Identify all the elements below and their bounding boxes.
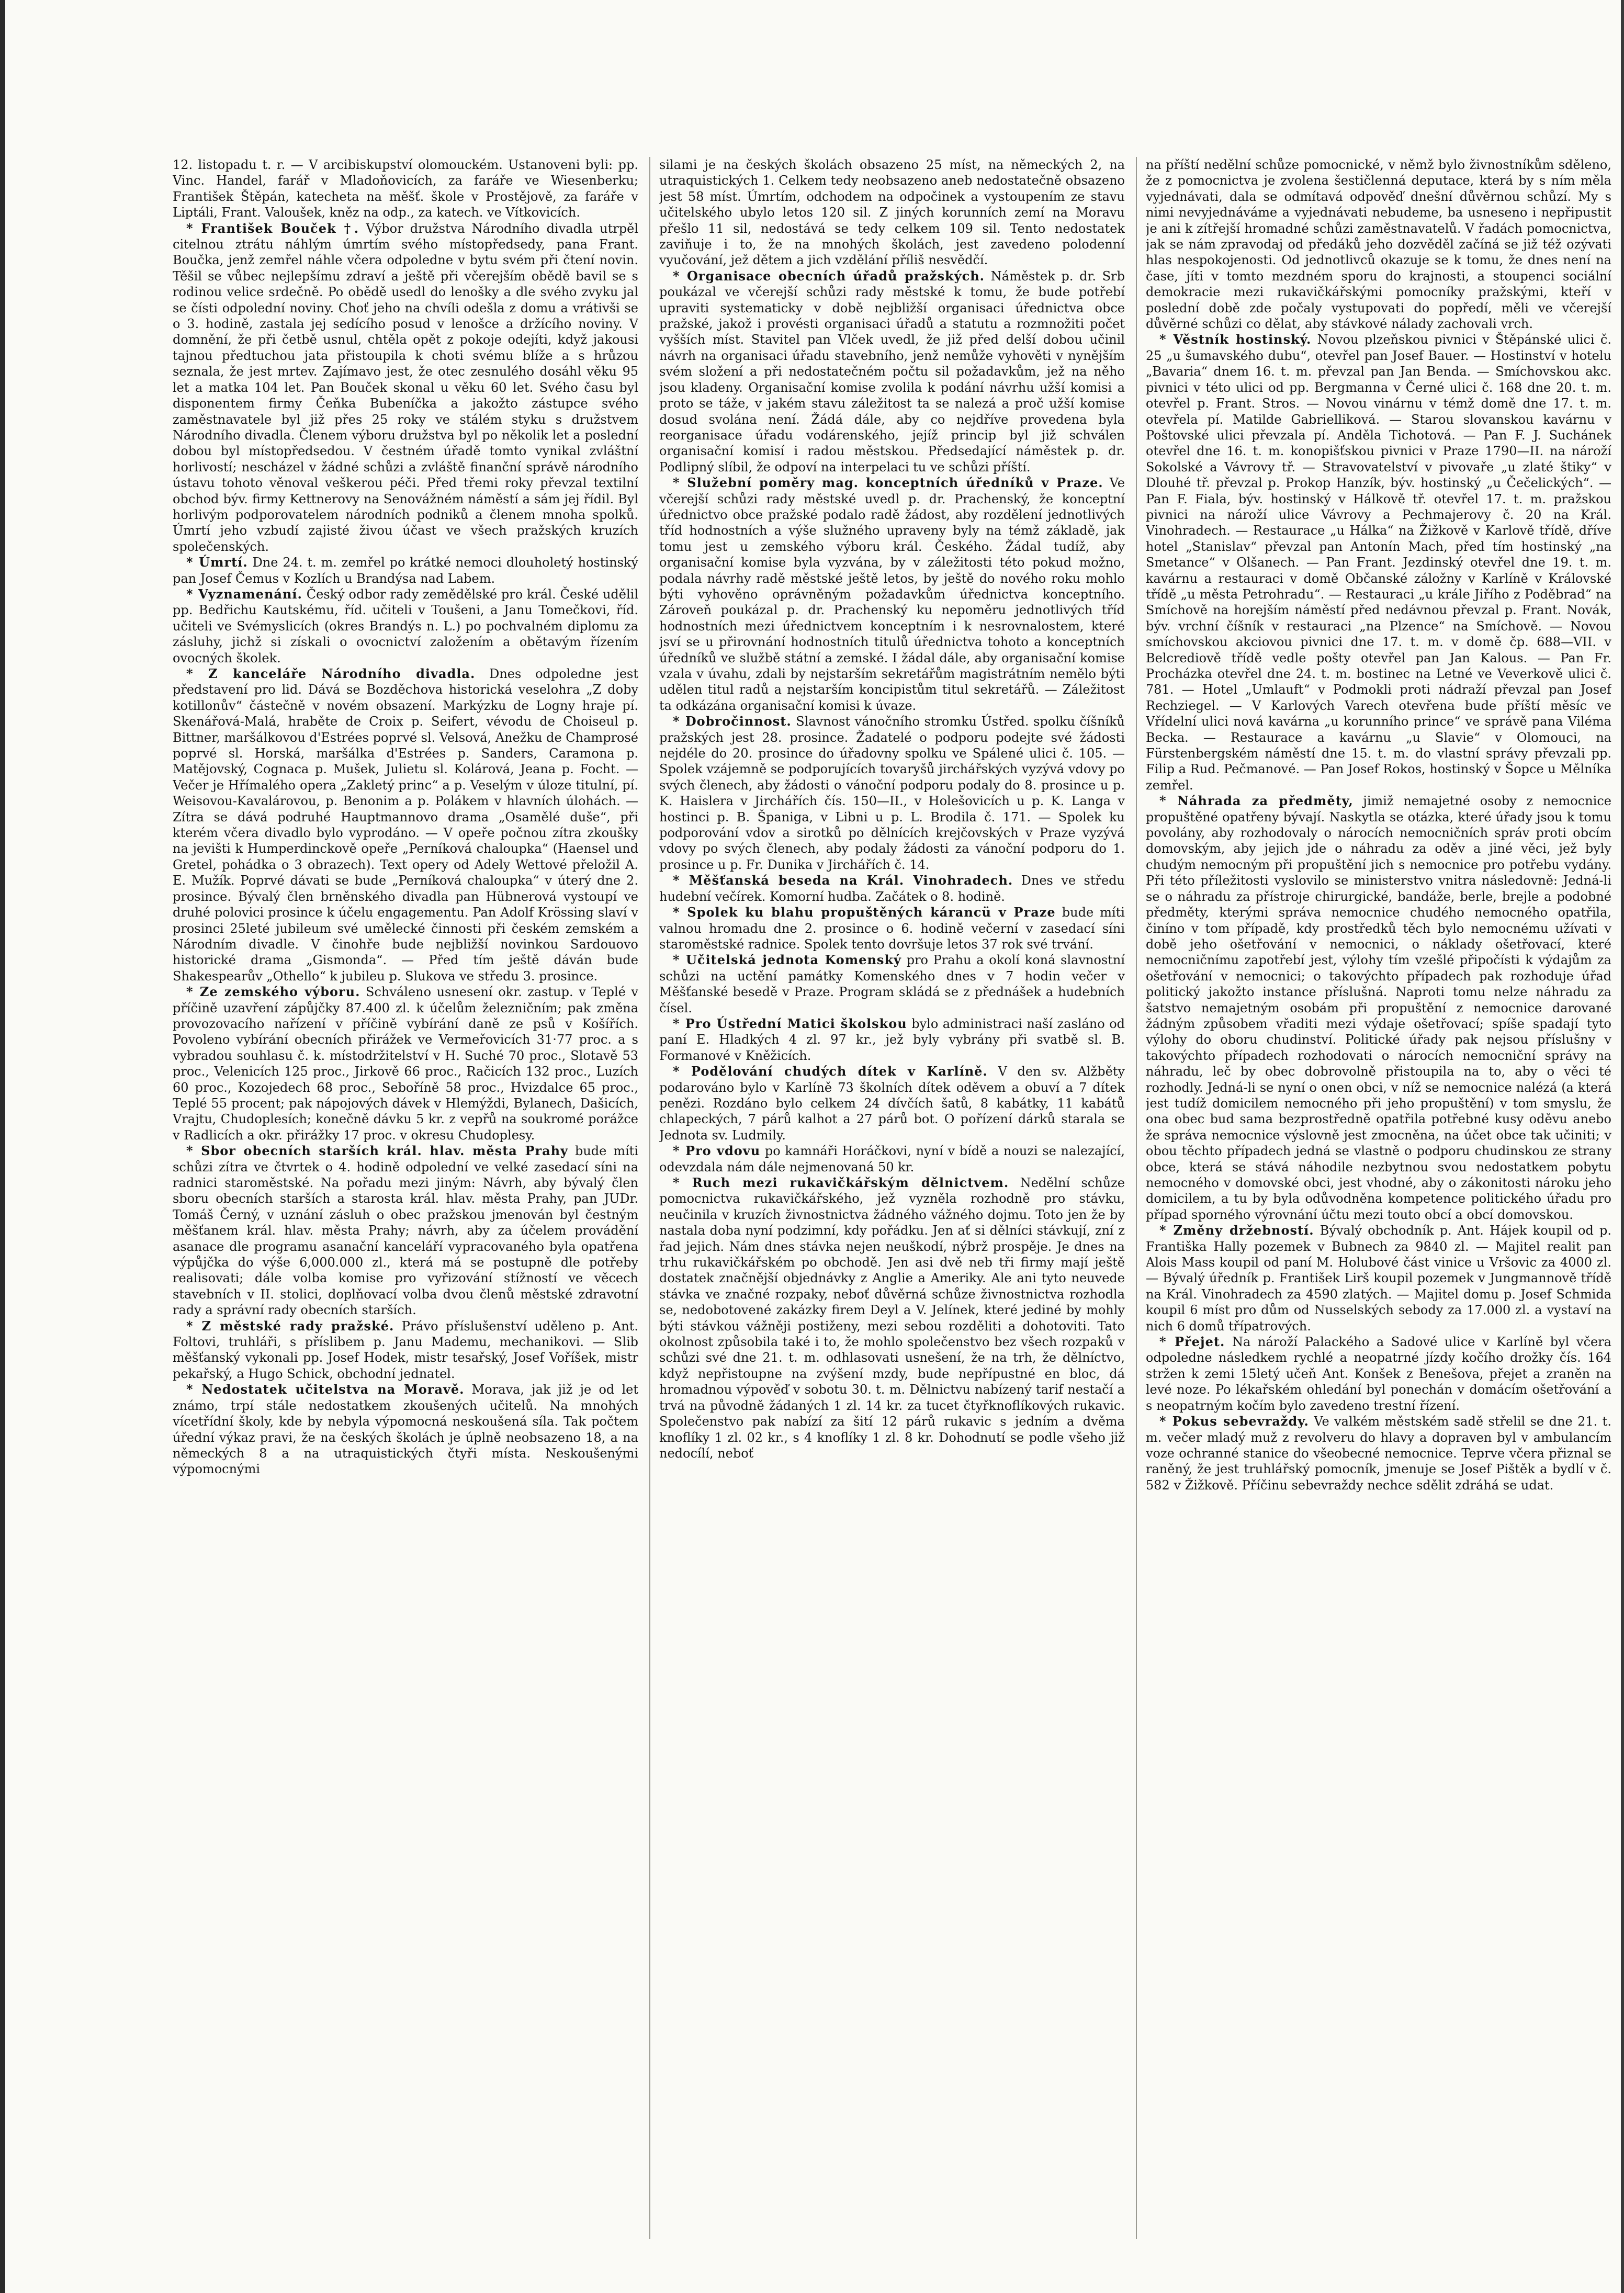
article-text: Výbor družstva Národního divadla utrpěl citelnou ztrátu náhlým úmrtím svého místopředsedy, pana Frant. Boučka, jenž zemřel náhle včera odpoledne v bytu svém při čtení novin. Těšil se vůbec nejlepšímu zdraví a ještě při včerejším obědě bavil se s rodinou velice srdečně. Po obědě usedl do lenošky a dle svého zvyku jal se čísti odpolední noviny. Choť jeho na chvíli odešla z domu a vrátivši se o 3. hodině, zastala jej sedícího posud v lenošce a držícího noviny. V domnění, že při četbě usnul, chtěla opět z pokoje odejíti, když jakousi tajnou předtuchou jata přistoupila k choti svému blíže a s hrůzou seznala, že jest mrtev. Zajímavo jest, že otec zesnulého dosáhl věku 95 let a matka 104 let. Pan Bouček skonal u věku 60 let. Svého času byl disponentem firmy Čeňka Bubeníčka a jakožto zástupce svého zaměstnavatele byl již přes 25 roky ve stálém styku s družstvem Národního divadla. Členem výboru družstva byl po několik let a poslední dobou byl místopředsedou. V čestném úřadě tomto vynikal zvláštní horlivostí; nescházel v žádné schůzi a zvláště finanční správě národního ústavu tohoto věnoval veškerou péči. Před třemi roky převzal textilní obchod býv. firmy Kettnerovy na Senovážném náměstí a sám jej řídil. Byl horlivým podporovatelem národních podniků a členem mnoha spolků. Úmrtí jeho vzbudí zajisté živou účast ve všech pražských kruzích společenských. bbox=[173, 221, 638, 554]
article-paragraph bbox=[1146, 332, 1611, 793]
article-text: Český odbor rady zemědělské pro král. České udělil pp. Bedřichu Kautskému, říd. učiteli v Toušeni, a Janu Tomečkovi, říd. učiteli ve Svémyslicích (okres Brandýs n. L.) po pochvalném diplomu za zásluhy, jichž si získali o ovocnictví založením a obětavým řízením ovocných školek. bbox=[173, 586, 638, 665]
article-text: Dnes ve středu hudební večírek. Komorní hudba. Začátek o 8. hodině. bbox=[659, 873, 1125, 904]
article-heading: * Úmrtí. bbox=[186, 555, 248, 570]
article-text: Ve včerejší schůzi rady městské uvedl p. dr. Prachenský, že konceptní úřednictvo obce pražské podalo radě žádost, aby rozdělení jednotlivých tříd hodnostních a výše služného upraveny byly na témž základě, jak tomu jest u zemského výboru král. Českého. Žádal tudíž, aby organisační komise byla vyzvána, by v záležitosti této pokud možno, podala návrhy radě městské ještě letos, by ještě do nového roku mohlo býti vyhověno oprávněným požadavkům úřednictva konceptního. Zároveň poukázal p. dr. Prachenský ku nepoměru jednotlivých tříd hodnostních mezi úřednictvem konceptním i k nesrovnalostem, které jsví se u přirovnání hodnostních titulů úřednictva tohoto a konceptních úředníků ve službě státní a zemské. I žádal dále, aby organisační komise vzala v úvahu, zdali by nejstarším sekretářům magistrátním nemělo býti udělen titul radů a nejstarším koncipistům titul sekretářů. — Záležitost ta odkázána organisační komisi k úvaze. bbox=[659, 476, 1125, 713]
article-heading: * Nedostatek učitelstva na Moravě. bbox=[186, 1382, 465, 1397]
article-paragraph bbox=[173, 1382, 638, 1477]
article-text: Morava, jak již je od let známo, trpí stále nedostatkem zkoušených učitelů. Na mnohých vícetřídní školy, kde by nebyla výpomocná neskoušená síla. Tak počtem úřední výkaz pravi, že na českých školách je úplně neobsazeno 18, a na německých 8 a na utraquistických čtyři místa. Neskoušenými výpomocnými bbox=[173, 1382, 638, 1477]
article-text: Dnes odpoledne jest představení pro lid. Dává se Bozděchova historická veselohra „Z doby kotillonův“ částečně v novém obsazení. Markýzku de Logny hraje pí. Skenářová-Malá, hraběte de Croix p. Seifert, vévodu de Choiseul p. Bittner, maršálkovou d'Estrées poprvé sl. Velsová, Anežku de Champrosé poprvé sl. Horská, maršálka d'Estrées p. Sanders, Caramona p. Matějovský, Cognaca p. Mušek, Julietu sl. Kolárová, Jeana p. Focht. — Večer je Hřímalého opera „Zakletý princ“ a p. Veselým v úloze titulní, pí. Weisovou-Kavalárovou, p. Benonim a p. Polákem v hlavních úlohách. — Zítra se dává podruhé Hauptmannovo drama „Osamělé duše“, při kterém včera divadlo bylo vyprodáno. — V opeře počnou zítra zkoušky na jevišti k Humperdinckově opeře „Perníková chaloupka“ (Haensel und Gretel, pohádka o 3 obrazech). Text opery od Adely Wettové přeložil A. E. Mužík. Poprvé dávati se bude „Perníková chaloupka“ v úterý dne 2. prosince. Bývalý člen brněnského divadla pan Hübnerová vystoupí ve druhé polovici prosince k účelu engagementu. Pan Adolf Krössing slaví v prosinci 25leté jubileum své umělecké činnosti při českém zemském a Národním divadle. V činohře bude nejbližší novinkou Sardouovo historické drama „Gismonda“. — Před tím ještě dáván bude Shakespearův „Othello“ k jubileu p. Slukova ve středu 3. prosince. bbox=[173, 667, 638, 984]
column-1 bbox=[173, 157, 638, 2239]
article-heading: * Ruch mezi rukavičkářským dělnictvem. bbox=[673, 1175, 1009, 1190]
article-text: bude míti valnou hromadu dne 2. prosince o 6. hodině večerní v zasedací síni staroměstské radnice. Spolek tento dovršuje letos 37 rok své trvání. bbox=[659, 905, 1125, 952]
page-scan-edge-left bbox=[0, 0, 5, 2293]
article-text: Náměstek p. dr. Srb poukázal ve včerejší schůzi rady městské k tomu, že bude potřebí upraviti systematicky v době nejbližší organisaci úřednictva obce pražské, jakož i provésti organisaci úřadů a statutu a rozmnožiti počet vyšších míst. Stavitel pan Vlček uvedl, že již před delší dobou učinil návrh na organisaci úřadu stavebního, jenž nemůže vyhověti v nynějším svém složení a při nedostatečném počtu sil požadavkům, jež na něho jsou kladeny. Organisační komise zvolila k podání návrhu užší komisi a proto se táže, v jakém stavu záležitost ta se nalezá a proč užší komise dosud svolána není. Žádá dále, aby co nejdříve provedena byla reorganisace úřadu vodárenského, jejíž princip byl již schválen organisační komisí i radou městskou. Předsedající náměstek p. dr. Podlipný slíbil, že odpoví na interpelaci tu ve schůzi příští. bbox=[659, 268, 1125, 475]
article-heading: * Pro vdovu bbox=[673, 1143, 761, 1159]
article-paragraph bbox=[173, 555, 638, 586]
article-text: Na nároží Palackého a Sadové ulice v Karlíně byl včera odpoledne následkem rychlé a neopatrné jízdy kočího drožky čís. 164 stržen k zemi 15letý učeň Ant. Konšek z Benešova, přejet a zraněn na levé noze. Po lékařském ohledání byl ponechán v domácím ošetřování a s neopatrným kočím bylo zavedeno trestní řízení. bbox=[1146, 1335, 1611, 1413]
article-heading: * Učitelská jednota Komenský bbox=[673, 952, 901, 968]
article-paragraph bbox=[659, 1016, 1125, 1064]
article-heading: * Vyznamenání. bbox=[186, 586, 302, 602]
article-heading: * Pro Ústřední Matici školskou bbox=[673, 1015, 907, 1031]
article-text: V den sv. Alžběty podarováno bylo v Karlíně 73 školních dítek oděvem a obuví a 7 dítek penězi. Rozdáno bylo celkem 24 dívčích šatů, 8 kabátky, 11 kabátů chlapeckých, 7 párů kalhot a 27 párů bot. O pořízení dárků starala se Jednota sv. Ludmily. bbox=[659, 1064, 1125, 1143]
article-heading: * Ze zemského výboru. bbox=[186, 984, 360, 1000]
article-heading: * Náhrada za předměty, bbox=[1159, 793, 1354, 809]
article-paragraph bbox=[659, 952, 1125, 1016]
article-heading: * Změny držebností. bbox=[1159, 1223, 1314, 1238]
article-heading: * Věstník hostinský. bbox=[1159, 332, 1312, 347]
article-text: po kamnáři Horáčkovi, nyní v bídě a nouzi se nalezající, odevzdala nám dále nejmenovaná 50 kr. bbox=[659, 1144, 1125, 1174]
article-paragraph bbox=[1146, 157, 1611, 332]
article-heading: * Sbor obecních starších král. hlav. města Prahy bbox=[186, 1143, 569, 1159]
article-heading: * Z městské rady pražské. bbox=[186, 1318, 394, 1334]
article-paragraph bbox=[659, 1143, 1125, 1175]
article-paragraph bbox=[1146, 1334, 1611, 1414]
article-heading: * Z kanceláře Národního divadla. bbox=[186, 666, 476, 681]
article-text: Bývalý obchodník p. Ant. Hájek koupil od p. Františka Hally pozemek v Bubnech za 9840 zl. — Majitel realit pan Alois Mass koupil od paní M. Holubové část vinice u Vršovic za 4000 zl. — Bývalý úředník p. František Lirš koupil pozemek v Jungmannově třídě na Král. Vinohradech za 4590 zlatých. — Majitel domu p. Josef Schmida koupil 6 míst pro dům od Nusselských sebody za 17.000 zl. a vystaví na nich 6 domů třípatrových. bbox=[1146, 1223, 1611, 1334]
column-3 bbox=[1146, 157, 1611, 2239]
article-text: Schváleno usnesení okr. zastup. v Teplé v příčině uzavření zápůjčky 87.400 zl. k účelům železničním; pak změna provozovacího nařízení v příčině vybírání daně ze psů v Košířích. Povoleno vybírání obecních přirážek ve Vermeřovicích 31·77 proc. a s vybradou souhlasu č. k. místodržitelství v H. Suché 70 proc., Slotavě 53 proc., Velenicích 125 proc., Jirkově 66 proc., Račicích 132 proc., Luzích 60 proc., Kozojedech 68 proc., Seboříně 58 proc., Hvizdalce 65 proc., Teplé 55 procent; pak nápojových dávek v Hlemýždi, Bylanech, Dašicích, Vrajtu, Chudoplesích; konečně dávku 5 kr. z vepřů na soukromé porážce v Radlicích a okr. přirážky 17 proc. v okresu Chudoplesy. bbox=[173, 985, 638, 1143]
article-paragraph bbox=[1146, 793, 1611, 1223]
article-text: na příští nedělní schůze pomocnické, v němž bylo živnostníkům sděleno, že z pomocnictva je zvolena šestičlenná deputace, která by s ním měla vyjednávati, dala se odmítavá odpověď dnešní důvěrnou schůzí. My s nimi nevyjednáváme a vyjednávati nebudeme, ba usneseno i nepřipustit je ani k zítřejší hromadné schůzi zaměstnavatelů. V řadách pomocnictva, jak se nám zpravodaj od předáků jeho dozvěděl začíná se již též ozývati hlas nespokojenosti. Od jednotlivců okazuje se k tomu, že dnes není na čase, jíti v tomto mezdném sporu do krajnosti, a stoupenci sociální demokracie mezi rukavičkářskými pomocníky pražskými, kteří v poslední době zde počaly vystupovati do popředí, měli ve včerejší důvěrné schůzi co dělat, aby stávkové nálady zachovali vrch. bbox=[1146, 157, 1611, 332]
article-text: bude míti schůzi zítra ve čtvrtek o 4. hodině odpolední ve velké zasedací síni na radnici staroměstské. Na pořadu mezi jiným: Návrh, aby bývalý člen sboru obecních starších a starosta král. hlav. města Prahy, pan JUDr. Tomáš Černý, v uznání zásluh o obec pražskou jmenován byl čestným měšťanem král. hlav. města Prahy; návrh, aby za účelem provádění asanace dle programu asanační kanceláří vypracovaného byla opatřena výpůjčka do výše 6,000.000 zl., která má se postupně dle potřeby realisovati; dále volba komise pro vyřizování stížností ve věcech stavebních v II. stolici, doplňovací volba dvou členů městské zdravotní rady a správní rady obecních starších. bbox=[173, 1144, 638, 1318]
article-paragraph bbox=[1146, 1414, 1611, 1493]
article-heading: * Služební poměry mag. konceptních úředníků v Praze. bbox=[673, 475, 1103, 491]
column-divider bbox=[649, 157, 650, 2239]
article-heading: * Měšťanská beseda na Král. Vinohradech. bbox=[673, 873, 1013, 888]
article-text: Nedělní schůze pomocnictva rukavičkářského, jež vyzněla rozhodně pro stávku, neučinila v kruzích živnostnictva žádného vážného dojmu. Toto jen že by nastala doba nyní podzimní, kdy pořádku. Jen ať si dělníci stávkují, zní z řad jejich. Nám dnes stávka nejen neuškodí, nýbrž prospěje. Je dnes na trhu rukavičkářském po obchodě. Jen asi dvě neb tři firmy mají ještě dostatek značnější objednávky z Anglie a Ameriky. Ale ani tyto neuvede stávka ve značné rozpaky, neboť důvěrná schůze živnostnictva rozhodla se, nedobotovené zakázky firem Deyl a V. Jelínek, které jediné by mohly býti stávkou vážněji postiženy, mezi sebou rozděliti a dohotoviti. Tato okolnost způsobila také i to, že mohlo společenstvo bez všech rozpaků v schůzi své dne 21. t. m. odhlasovati usnešení, že na trh, že dělníctvo, když nepřistoupne na zvýšení mzdy, bude nepřípustné en bloc, dá hromadnou výpověď v sobotu 30. t. m. Dělnictvu nabízený tarif nestačí a trvá na původně žádaných 1 zl. 14 kr. za tucet čtyřknoflíkových rukavic. Společenstvo pak nabízí za šití 12 párů rukavic s jedním a dvěma knoflíky 1 zl. 02 kr., s 4 knoflíky 1 zl. 8 kr. Dohodnutí se podle všeho již nedocílí, neboť bbox=[659, 1176, 1125, 1461]
article-paragraph bbox=[173, 157, 638, 221]
article-paragraph bbox=[173, 984, 638, 1143]
article-text: jimiž nemajetné osoby z nemocnice propuštěné opatřeny bývají. Naskytla se otázka, které úřady jsou k tomu povolány, aby rozhodovaly o nárocích nemocničních správ proti obcím domovským, aby jejich jde o náhradu za oděv a jiné věci, jež byly chudým nemocným při propuštění jich s nemocnice pro potřebu vydány. Při této příležitosti vyslovilo se ministerstvo vnitra následovně: Jedná-li se o náhradu za přístroje chirurgické, bandáže, berle, brejle a podobné předměty, kterými správa nemocnice chudého nemocného opatřila, činíno v tom případě, kdy prostředků těch bylo nemocnému užívati v době jeho ošetřování v nemocnici, o náklady ošetřovací, které nemocničnímu zapotřebí jest, výlohy tím vzešlé připočísti k výdajům za ošetřování v nemocnici; o takovýchto případech pak rozhoduje úřad politický jakožto instance příslušná. Naproti tomu nelze náhradu za šatstvo nemajetným osobám při propuštění z nemocnice darované žádným způsobem vřaditi mezi výdaje ošetřovací; spíše spadají tyto výlohy do oboru chudinství. Politické úřady pak nejsou příslušny v takovýchto případech rozhodovati o nárocích nemocniční správy na náhradu, leč by obec dobrovolně přistoupila na to, aby o věci té rozhodly. Jedná-li se nyní o onen obci, v níž se nemocnice nalézá (a která jest tudíž domicilem nemocného při jeho propuštění) v tom smyslu, že ona obec bud sama bezprostředně opatřila potřebné kusy oděvu anebo že správa nemocnice výslovně jest zmocněna, na účet obce tak učiniti; v obou těchto případech jedná se vlastně o podporu chudinskou ze strany obce, která se stává náhodile nezbytnou svou nedostatkem pobytu nemocného v domovské obci, jest vhodné, aby o zákonitosti nároku jeho domicilem, a tu by byla odůvodněna kompetence politického úřadu pro případ sporného výrovnání účtu mezi touto obcí a obcí domovskou. bbox=[1146, 794, 1611, 1222]
article-paragraph bbox=[659, 905, 1125, 952]
article-text: 12. listopadu t. r. — V arcibiskupství olomouckém. Ustanoveni byli: pp. Vinc. Handel, farář v Mladoňovicích, za faráře ve Wiesenberku; František Štěpán, katecheta na měšť. škole v Prostějově, za faráře v Liptáli, Frant. Valoušek, kněz na odp., za katech. ve Vítkovicích. bbox=[173, 157, 638, 220]
article-text: pro Prahu a okolí koná slavnostní schůzi na uctění památky Komenského dnes v 7 hodin večer v Měšťanské besedě v Praze. Program skládá se z přednášek a hudebních čísel. bbox=[659, 953, 1125, 1015]
article-paragraph bbox=[659, 475, 1125, 714]
article-paragraph bbox=[173, 221, 638, 555]
newspaper-page bbox=[173, 157, 1624, 2239]
article-text: Právo příslušenství uděleno p. Ant. Foltovi, truhláři, s příslibem p. Janu Mademu, mechanikovi. — Slib měšťanský vykonali pp. Josef Hodek, mistr tesařský, Josef Voříšek, mistr pekařský, a Hugo Schick, obchodní jednatel. bbox=[173, 1318, 638, 1381]
article-paragraph bbox=[659, 268, 1125, 475]
article-paragraph bbox=[659, 157, 1125, 268]
article-text: silami je na českých školách obsazeno 25 míst, na německých 2, na utraquistických 1. Celkem tedy neobsazeno aneb nedostatečně obsazeno jest 58 míst. Úmrtím, odchodem na odpočinek a vystoupením ze stavu učitelského ubylo letos 120 sil. Z jiných korunních zemí na Moravu přešlo 11 sil, nedostává se tedy celkem 109 sil. Tento nedostatek zaviňuje i to, že na mnohých školách, jest zavedeno polodenní vyučování, jež dětem a jich vzdělání příliš nesvědčí. bbox=[659, 157, 1125, 268]
article-paragraph bbox=[173, 1318, 638, 1382]
article-text: Slavnost vánočního stromku Ústřed. spolku číšníků pražských jest 28. prosince. Žadatelé o podporu podejte své žádosti nejdéle do 20. prosince do úřadovny spolku ve Spálené ulici č. 105. — Spolek vzájemně se podporujících tovaryšů jirchářských vyzývá vdovy po svých členech, aby žádosti o vánoční podporu podaly do 8. prosince u p. K. Haislera v Jirchářích čís. 150—II., v Holešovicích u p. K. Langa v hostinci p. B. Španiga, v Libni u p. L. Brodila č. 171. — Spolek ku podporování vdov a sirotků po dělnících krejčovských v Praze vyzývá vdovy po svých členech, aby podaly žádosti za vánoční podporu do 1. prosince u p. Fr. Dunika v Jirchářích č. 14. bbox=[659, 714, 1125, 872]
article-heading: * Přejet. bbox=[1159, 1334, 1225, 1350]
article-paragraph bbox=[659, 714, 1125, 873]
article-text: Novou plzeňskou pivnici v Štěpánské ulici č. 25 „u šumavského dubu“, otevřel pan Josef Bauer. — Hostinství v hotelu „Bavaria“ dnem 16. t. m. převzal pan Jan Benda. — Smíchovskou akc. pivnici v této ulici od pp. Bergmanna v Černé ulici č. 168 dne 20. t. m. otevřel p. Frant. Stros. — Novou vinárnu v témž domě dne 17. t. m. otevřela pí. Matilde Gabrielliková. — Starou slovanskou kavárnu v Poštovské ulici převzala pí. Anděla Tichotová. — Pan F. J. Suchánek otevřel dne 16. t. m. konopišťskou pivnici v Praze 1790—II. na nároží Sokolské a Vávrovy tř. — Stravovatelství v pivovaře „u zlaté štiky“ v Dlouhé tř. převzal p. Prokop Hanzík, býv. hostinský „u Čečelických“. — Pan F. Fiala, býv. hostinský v Hálkově tř. otevřel 17. t. m. pražskou pivnici na nároží ulice Vávrovy a Pechmajerovy č. 20 na Král. Vinohradech. — Restaurace „u Hálka“ na Žižkově v Karlově třídě, dříve hotel „Stanislav“ převzal pan Antonín Mach, před tím hostinský „na Smetance“ v Olšanech. — Pan Frant. Jezdinský otevřel dne 19. t. m. kavárnu a restauraci v domě Občanské záložny v Karlíně v Královské třídě „u města Petrohradu“. — Restauraci „u krále Jiřího z Poděbrad“ na Smíchově na horejším náměstí před nedávnou převzal p. Frant. Novák, býv. vrchní číšník v restauraci „na Plzence“ na Smíchově. — Novou smíchovskou akciovou pivnici dne 17. t. m. v domě čp. 688—VII. v Belcrediově třídě vedle pošty otevřel pan Jan Kalous. — Pan Fr. Procházka otevřel dne 24. t. m. bostinec na Letné ve Veverkově ulici č. 781. — Hotel „Umlauft“ v Podmokli proti nádraží převzal pan Josef Rechziegel. — V Karlových Varech otevřena bude příští měsíc ve Vřídelní ulici nová kavárna „u korunního prince“ ve správě pana Viléma Becka. — Restaurace a kavárnu „u Slavie“ v Olomouci, na Fürstenbergském náměstí dne 15. t. m. do vlastní správy převzali pp. Filip a Rud. Pečmanové. — Pan Josef Rokos, hostinský v Šopce u Mělníka zemřel. bbox=[1146, 332, 1611, 793]
article-paragraph bbox=[173, 666, 638, 984]
article-paragraph bbox=[173, 586, 638, 666]
column-2 bbox=[659, 157, 1125, 2239]
article-heading: * Pokus sebevraždy. bbox=[1159, 1414, 1309, 1429]
column-divider bbox=[1136, 157, 1137, 2239]
article-text: Dne 24. t. m. zemřel po krátké nemoci dlouholetý hostinský pan Josef Čemus v Kozlích u Brandýsa nad Labem. bbox=[173, 555, 638, 586]
article-heading: * Podělování chudých dítek v Karlíně. bbox=[673, 1064, 988, 1079]
article-paragraph bbox=[659, 873, 1125, 905]
article-paragraph bbox=[1146, 1223, 1611, 1334]
article-heading: * Organisace obecních úřadů pražských. bbox=[673, 268, 985, 284]
article-paragraph bbox=[659, 1064, 1125, 1143]
article-text: bylo administraci naší zasláno od paní E. Hladkých 4 zl. 97 kr., jež byly vybrány při svatbě sl. B. Formanové v Kněžicích. bbox=[659, 1016, 1125, 1063]
article-heading: * František Bouček †. bbox=[186, 220, 359, 236]
article-text: Ve valkém městském sadě střelil se dne 21. t. m. večer mladý muž z revolveru do hlavy a dopraven byl v ambulancím voze ochranné stanice do všeobecné nemocnice. Teprve včera přiznal se raněný, že jest truhlářský pomocník, jmenuje se Josef Pištěk a bydlí v č. 582 v Žižkově. Příčinu sebevraždy nechce sdělit zdráhá se udat. bbox=[1146, 1414, 1611, 1493]
article-heading: * Spolek ku blahu propuštěných kárancü v Praze bbox=[673, 905, 1056, 920]
article-heading: * Dobročinnost. bbox=[673, 714, 792, 729]
article-paragraph bbox=[659, 1175, 1125, 1461]
article-paragraph bbox=[173, 1143, 638, 1318]
